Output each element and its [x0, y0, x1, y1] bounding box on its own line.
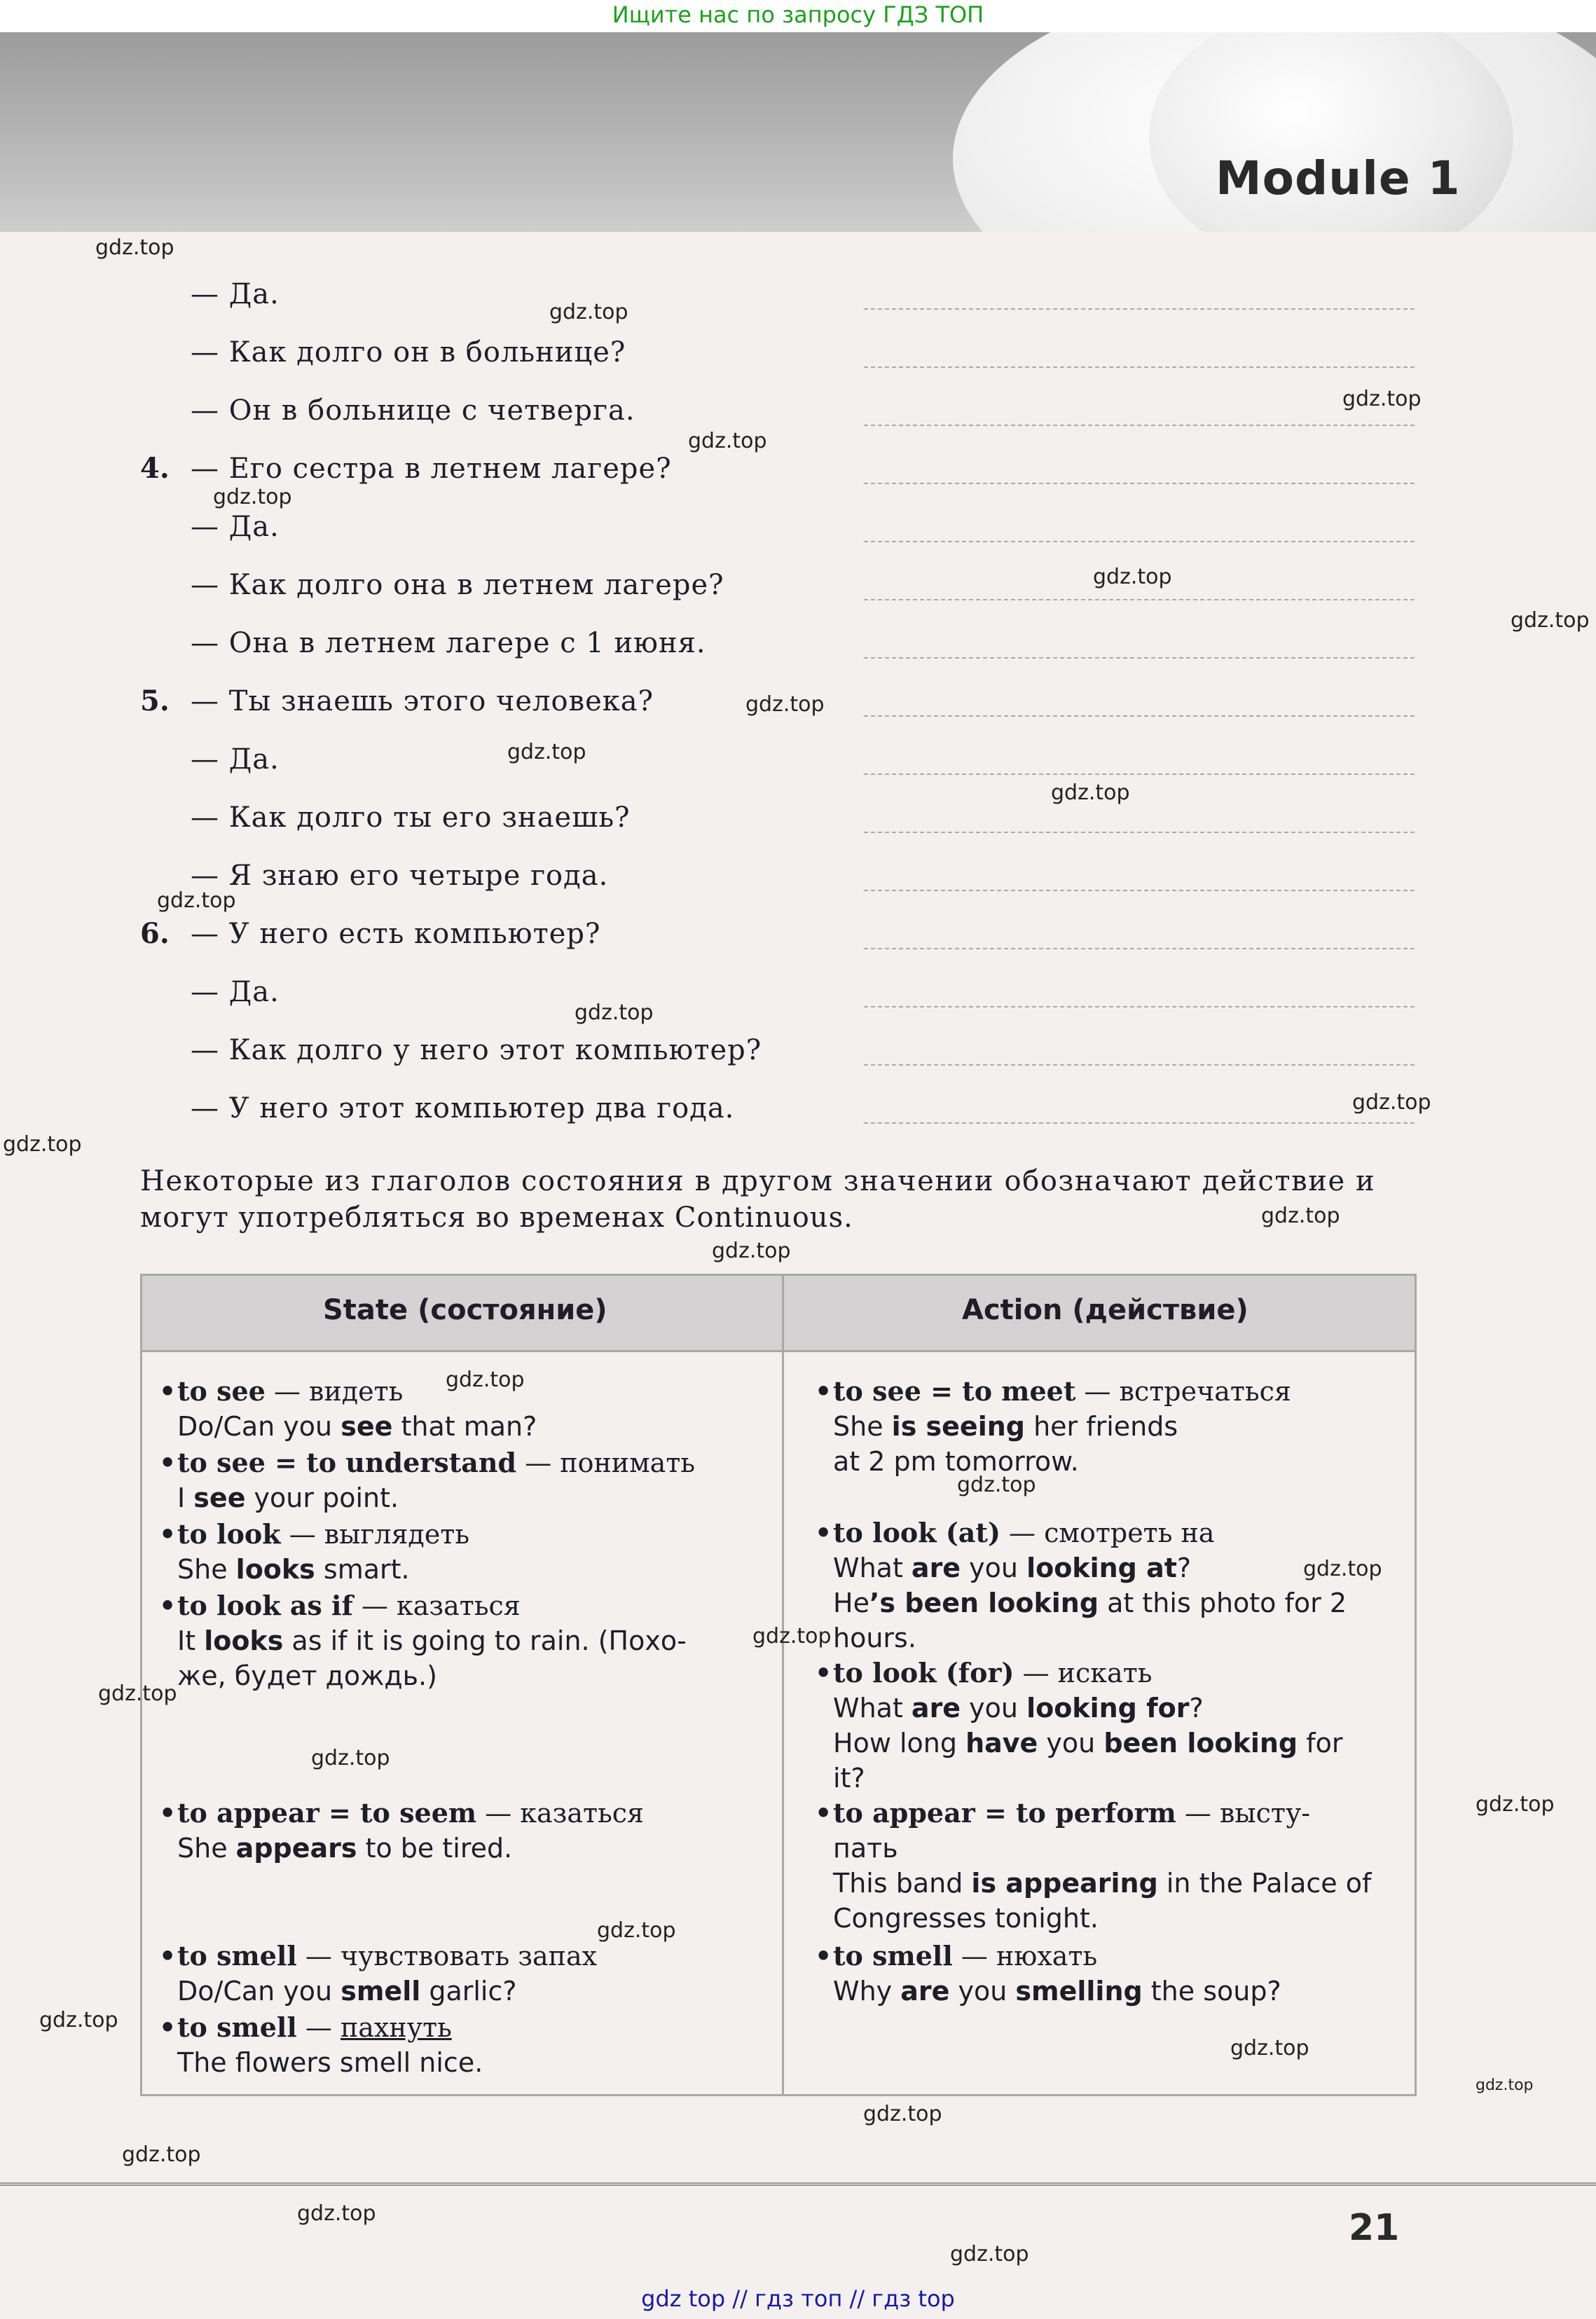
watermark-text: gdz.top — [1511, 608, 1590, 633]
watermark-text: gdz.top — [1261, 1204, 1340, 1228]
entry-term-line — [177, 1588, 687, 1623]
bullet-icon: • — [815, 1657, 832, 1688]
intro-line-1: Некоторые из глаголов состояния в другом значении обозначают действие и — [140, 1165, 1376, 1197]
entry-term: to appear = to perform — [833, 1797, 1176, 1829]
footer-rule — [0, 2182, 1596, 2186]
watermark-text: gdz.top — [507, 740, 586, 764]
entry-example: She is seeing her friends — [833, 1411, 1178, 1442]
answer-line[interactable] — [864, 715, 1415, 717]
entry-gloss: — нюхать — [961, 1941, 1098, 1972]
watermark-text: gdz.top — [752, 1624, 832, 1649]
table-entry — [815, 1656, 1343, 1796]
page-number: 21 — [1349, 2207, 1400, 2249]
watermark-text: gdz.top — [1342, 387, 1422, 411]
entry-gloss: — искать — [1022, 1658, 1153, 1688]
watermark-text: gdz.top — [712, 1239, 791, 1263]
entry-example: hours. — [833, 1623, 916, 1653]
entry-term: to see = to understand — [177, 1447, 517, 1478]
entry-example: How long have you been looking for — [833, 1728, 1343, 1759]
dialogue-line: — Он в больнице с четверга. — [191, 394, 635, 427]
entry-example: It looks as if it is going to rain. (Похо- — [177, 1625, 687, 1656]
watermark-text: gdz.top — [1475, 1792, 1555, 1817]
watermark-text: gdz.top — [213, 485, 292, 509]
entry-example: He’s been looking at this photo for 2 — [833, 1588, 1347, 1618]
bullet-icon: • — [815, 1517, 832, 1548]
answer-line[interactable] — [864, 890, 1415, 891]
header-action: Action (действие) — [962, 1294, 1248, 1326]
dialogue-line: — У него есть компьютер? — [191, 918, 601, 950]
answer-line[interactable] — [864, 541, 1415, 542]
intro-line-2: могут употребляться во временах Continuous. — [140, 1202, 853, 1234]
entry-term: to see — [177, 1375, 266, 1407]
entry-term: to see = to meet — [833, 1375, 1076, 1407]
table-entry — [815, 1374, 1291, 1479]
entry-example: Why are you smelling the soup? — [833, 1976, 1281, 2007]
dialogue-line: — Да. — [191, 743, 280, 776]
entry-term-line — [177, 2010, 483, 2045]
answer-line[interactable] — [864, 1064, 1415, 1066]
entry-term: to smell — [833, 1940, 953, 1972]
entry-example: Congresses tonight. — [833, 1903, 1099, 1934]
bullet-icon: • — [159, 2011, 177, 2043]
bullet-icon: • — [159, 1447, 177, 1478]
state-action-table — [140, 1274, 1417, 2096]
watermark-text: gdz.top — [3, 1132, 82, 1157]
entry-term-line — [833, 1939, 1281, 1974]
answer-line[interactable] — [864, 1006, 1415, 1007]
watermark-text: gdz.top — [311, 1746, 390, 1770]
entry-term: to look — [177, 1518, 281, 1550]
entry-term: to smell — [177, 1940, 297, 1972]
entry-term: to smell — [177, 2011, 297, 2043]
table-entry — [159, 1588, 687, 1693]
entry-example: I see your point. — [177, 1482, 399, 1513]
dialogue-line: — Да. — [191, 976, 280, 1008]
watermark-text: gdz.top — [957, 1473, 1036, 1497]
dialogue-line: — Я знаю его четыре года. — [191, 860, 609, 892]
bullet-icon: • — [815, 1797, 832, 1829]
watermark-text: gdz.top — [297, 2201, 376, 2226]
dialogue-line: — Его сестра в летнем лагере? — [191, 453, 672, 485]
table-header — [142, 1276, 1415, 1352]
entry-gloss: — пахнуть — [305, 2012, 452, 2043]
entry-example: пать — [833, 1833, 898, 1864]
answer-line[interactable] — [864, 657, 1415, 659]
entry-term: to look (at) — [833, 1517, 1000, 1548]
bullet-icon: • — [159, 1797, 177, 1829]
watermark-text: gdz.top — [745, 692, 825, 717]
dialogue-line: — Она в летнем лагере с 1 июня. — [191, 627, 706, 659]
module-header — [0, 32, 1596, 232]
bullet-icon: • — [159, 1375, 177, 1407]
entry-gloss: — чувствовать запах — [305, 1941, 598, 1972]
watermark-text: gdz.top — [1303, 1557, 1382, 1581]
dialogue-line: — Как долго она в летнем лагере? — [191, 569, 724, 601]
watermark-text: gdz.top — [575, 1000, 654, 1025]
watermark-text: gdz.top — [549, 300, 628, 324]
watermark-text: gdz.top — [1475, 2077, 1534, 2094]
entry-example: This band is appearing in the Palace of — [833, 1868, 1372, 1899]
entry-term: to look as if — [177, 1590, 353, 1621]
bullet-icon: • — [159, 1940, 177, 1972]
watermark-text: gdz.top — [1230, 2036, 1309, 2060]
table-entry — [815, 1796, 1372, 1936]
entry-term-line — [833, 1374, 1291, 1409]
table-entry — [159, 1796, 645, 1866]
entry-gloss: — выглядеть — [289, 1519, 470, 1550]
module-title: Module 1 — [1216, 151, 1461, 205]
watermark-text: gdz.top — [1051, 780, 1130, 805]
table-entry — [159, 1939, 598, 2009]
watermark-text: gdz.top — [1093, 565, 1172, 589]
dialogue-line: — Как долго он в больнице? — [191, 336, 626, 369]
entry-term-line — [177, 1796, 644, 1831]
answer-line[interactable] — [864, 308, 1415, 310]
entry-gloss: — встречаться — [1084, 1376, 1291, 1407]
top-banner-text: Ищите нас по запросу ГДЗ ТОП — [612, 1, 984, 28]
watermark-text: gdz.top — [39, 2008, 118, 2032]
exercise-number: 4. — [140, 452, 170, 485]
dialogue-line: — Как долго ты его знаешь? — [191, 801, 631, 834]
dialogue-line: — У него этот компьютер два года. — [191, 1092, 735, 1124]
answer-line[interactable] — [864, 599, 1415, 600]
watermark-text: gdz.top — [1352, 1090, 1431, 1115]
watermark-text: gdz.top — [688, 429, 767, 453]
entry-example: же, будет дождь.) — [177, 1660, 437, 1691]
bullet-icon: • — [159, 1590, 177, 1621]
exercise-number: 5. — [140, 684, 170, 717]
answer-line[interactable] — [864, 948, 1415, 949]
entry-term: to look (for) — [833, 1657, 1014, 1688]
table-entry — [815, 1939, 1281, 2009]
entry-gloss: — высту- — [1184, 1798, 1311, 1829]
header-state: State (состояние) — [323, 1294, 607, 1326]
answer-line[interactable] — [864, 773, 1415, 775]
entry-term-line — [177, 1939, 597, 1974]
entry-example: it? — [833, 1763, 865, 1794]
entry-example: The flowers smell nice. — [177, 2047, 483, 2078]
dialogue-line: — Ты знаешь этого человека? — [191, 685, 654, 717]
table-entry — [159, 2010, 483, 2080]
entry-example: What are you looking at? — [833, 1553, 1192, 1583]
entry-term-line — [833, 1515, 1347, 1550]
entry-gloss: — видеть — [273, 1376, 404, 1407]
watermark-text: gdz.top — [950, 2242, 1029, 2266]
entry-term: to appear = to seem — [177, 1797, 477, 1829]
top-banner — [0, 0, 1596, 32]
entry-example: She appears to be tired. — [177, 1833, 513, 1864]
bullet-icon: • — [159, 1518, 177, 1550]
entry-term-line — [833, 1796, 1371, 1831]
entry-example: She looks smart. — [177, 1554, 410, 1585]
table-entry — [159, 1445, 696, 1515]
answer-line[interactable] — [864, 832, 1415, 833]
dialogue-line: — Да. — [191, 278, 280, 310]
watermark-text: gdz.top — [122, 2142, 201, 2167]
entry-example: Do/Can you see that man? — [177, 1411, 537, 1442]
dialogue-line: — Как долго у него этот компьютер? — [191, 1034, 762, 1066]
watermark-text: gdz.top — [863, 2102, 942, 2126]
bullet-icon: • — [815, 1375, 832, 1407]
entry-gloss: — смотреть на — [1009, 1518, 1215, 1548]
entry-term-line — [177, 1445, 695, 1480]
bullet-icon: • — [815, 1940, 832, 1972]
answer-line[interactable] — [864, 366, 1415, 368]
entry-term-line — [177, 1517, 469, 1552]
watermark-text: gdz.top — [157, 888, 236, 913]
intro-paragraph — [140, 1163, 1415, 1236]
entry-gloss: — казаться — [361, 1590, 521, 1621]
table-entry — [815, 1515, 1347, 1656]
watermark-text: gdz.top — [446, 1368, 525, 1392]
answer-line[interactable] — [864, 425, 1415, 426]
answer-line[interactable] — [864, 1122, 1415, 1124]
dialogue-line: — Да. — [191, 511, 280, 543]
entry-gloss: — казаться — [485, 1798, 645, 1829]
watermark-text: gdz.top — [98, 1681, 177, 1706]
entry-gloss: — понимать — [525, 1447, 696, 1478]
entry-example: Do/Can you smell garlic? — [177, 1976, 517, 2007]
exercise-number: 6. — [140, 917, 170, 950]
entry-example: What are you looking for? — [833, 1693, 1204, 1723]
footer-text: gdz top // гдз топ // гдз top — [641, 2285, 955, 2312]
entry-example: at 2 pm tomorrow. — [833, 1446, 1079, 1477]
watermark-text: gdz.top — [95, 235, 174, 260]
entry-term-line — [833, 1656, 1342, 1691]
answer-line[interactable] — [864, 483, 1415, 484]
table-divider — [782, 1276, 784, 2094]
table-entry — [159, 1517, 470, 1587]
watermark-text: gdz.top — [597, 1918, 676, 1943]
